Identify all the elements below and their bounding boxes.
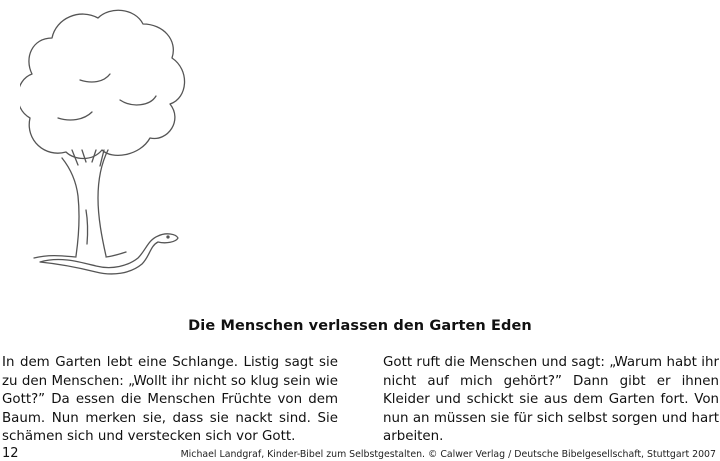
footer-credit: Michael Landgraf, Kinder-Bibel zum Selbstgestalten. © Calwer Verlag / Deutsche Bibelgesellschaft, Stuttgart 2007 bbox=[180, 449, 716, 460]
paragraph-right: Gott ruft die Menschen und sagt: „Warum habt ihr nicht auf mich gehört?” Dann gibt er ihnen Kleider und schickt sie aus dem Garten fort. Von nun an müssen sie für sich selbst sorgen und hart arbeiten. bbox=[383, 355, 719, 444]
page-number: 12 bbox=[2, 446, 19, 461]
tree-crown bbox=[20, 10, 185, 158]
ground-line bbox=[34, 252, 126, 258]
tree-and-snake-illustration bbox=[20, 4, 220, 284]
page-title: Die Menschen verlassen den Garten Eden bbox=[188, 318, 532, 334]
snake bbox=[40, 234, 178, 274]
paragraph-left: In dem Garten lebt eine Schlange. Listig sagt sie zu den Menschen: „Wollt ihr nicht so klug sein wie Gott?” Da essen die Menschen Früchte von dem Baum. Nun merken sie, dass sie nackt sind. Sie schämen sich und verstecken sich vor Gott. bbox=[2, 355, 338, 444]
tree-trunk bbox=[62, 158, 79, 256]
